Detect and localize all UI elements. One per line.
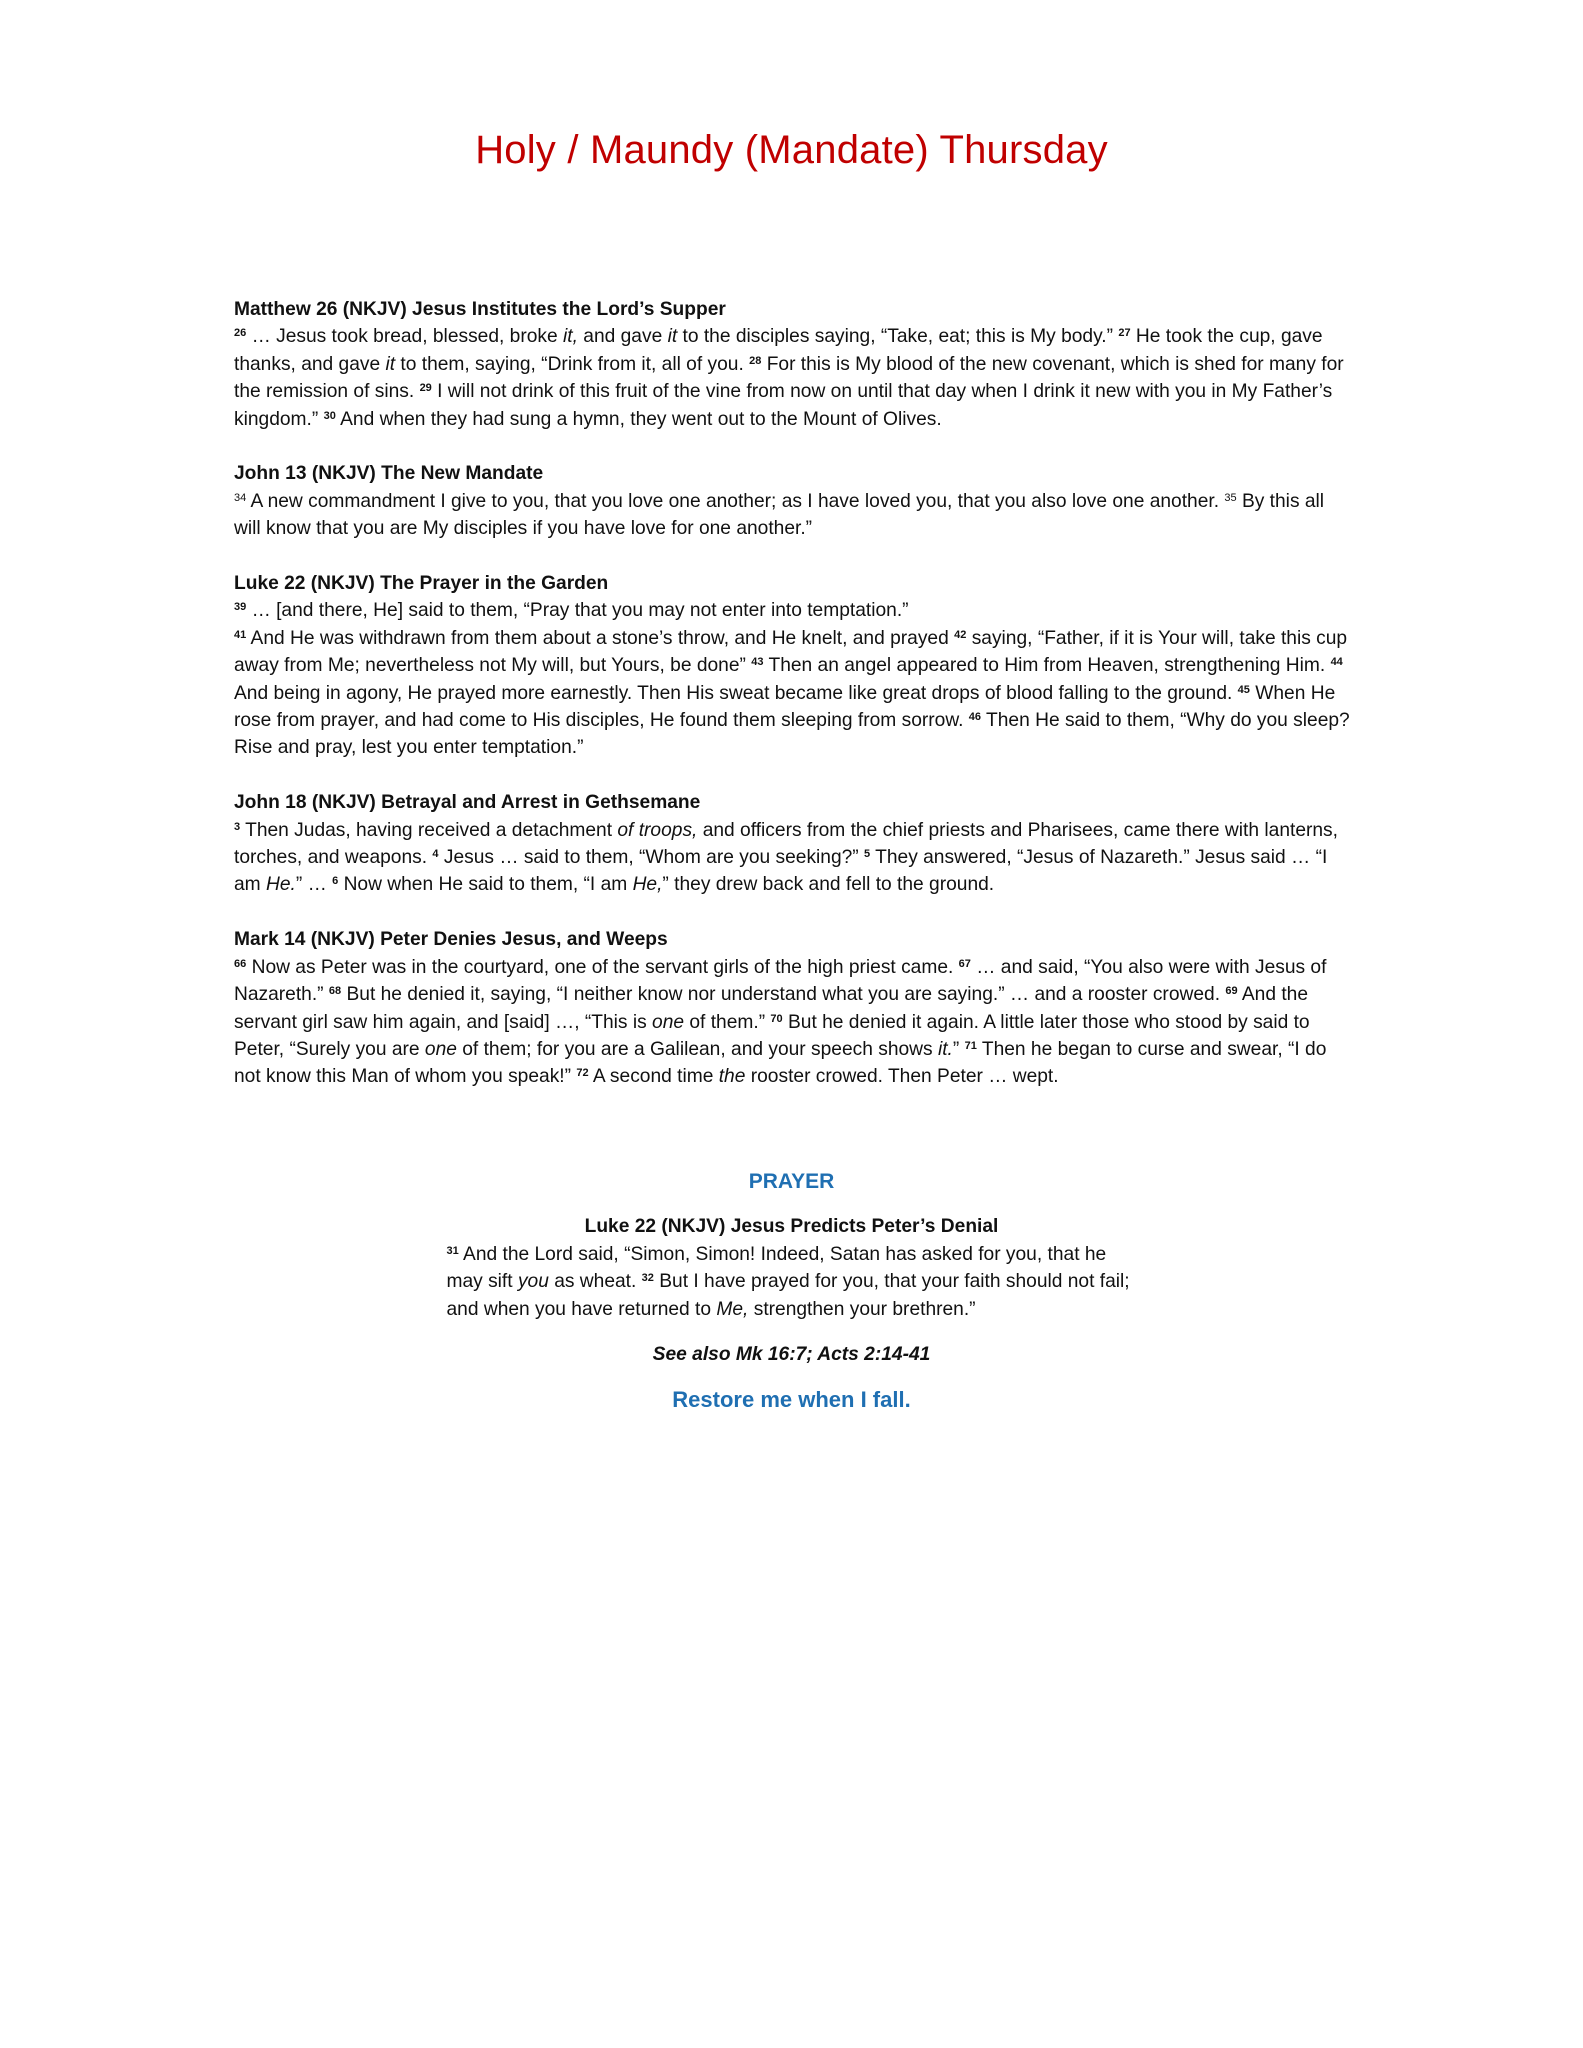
verse-number: 6 xyxy=(332,875,339,888)
verse-number: 35 xyxy=(1224,491,1237,504)
prayer-passage-text xyxy=(447,1241,1137,1323)
verse-text: to them, saying, “Drink from it, all of you. xyxy=(395,353,750,375)
verse-text: By this all will know that you are My disciples if you have love for one another.” xyxy=(234,490,1325,540)
page-title: Holy / Maundy (Mandate) Thursday xyxy=(475,128,1108,172)
verse-number: 70 xyxy=(770,1012,783,1025)
verse-text: of them.” xyxy=(684,1011,771,1033)
verse-text: Then an angel appeared to Him from Heaven, strengthening Him. xyxy=(763,655,1331,677)
verse-italic: He, xyxy=(632,874,663,896)
reading-text xyxy=(234,954,1350,1091)
verse-number: 43 xyxy=(751,656,764,669)
verse-text: But I have prayed for you, that your faith should not fail; and when you have returned to xyxy=(446,1271,1130,1320)
verse-number: 29 xyxy=(419,382,432,395)
verse-text: Now as Peter was in the courtyard, one of the servant girls of the high priest came. xyxy=(246,956,959,978)
verse-number: 66 xyxy=(234,957,247,970)
reading-john-18 xyxy=(234,789,1350,899)
verse-number: 32 xyxy=(641,1272,654,1285)
verse-text: Then Judas, having received a detachment xyxy=(240,819,618,841)
verse-text: A new commandment I give to you, that you love one another; as I have loved you, that you also love one another. xyxy=(246,490,1225,512)
verse-number: 44 xyxy=(1330,656,1343,669)
verse-text: But he denied it again. A little later those who stood by said to Peter, “Surely you are xyxy=(234,1011,1310,1060)
verse-number: 68 xyxy=(328,985,342,998)
verse-number: 72 xyxy=(576,1067,589,1080)
prayer-passage xyxy=(447,1213,1137,1323)
reading-mark-14 xyxy=(234,926,1350,1090)
verse-number: 5 xyxy=(864,848,871,861)
reading-heading: Mark 14 (NKJV) Peter Denies Jesus, and Weeps xyxy=(234,929,668,951)
verse-italic: it xyxy=(667,326,678,348)
verse-text: A second time xyxy=(588,1066,719,1088)
verse-number: 67 xyxy=(958,957,971,970)
verse-text: ” … xyxy=(295,874,333,896)
verse-text: Then He said to them, “Why do you sleep? Rise and pray, lest you enter temptation.” xyxy=(234,710,1350,759)
verse-number: 27 xyxy=(1118,327,1131,340)
verse-text: ” they drew back and fell to the ground. xyxy=(662,874,995,896)
verse-number: 31 xyxy=(446,1244,459,1257)
verse-text: … and said, “You also were with Jesus of Nazareth.” xyxy=(234,956,1327,1006)
verse-text: And the servant girl saw him again, and [said] …, “This is xyxy=(234,984,1309,1033)
verse-text: When He rose from prayer, and had come to His disciples, He found them sleeping from sorrow. xyxy=(234,682,1336,732)
verse-text: ” xyxy=(952,1038,965,1060)
verse-text: and officers from the chief priests and Pharisees, came there with lanterns, torches, and weapons. xyxy=(234,819,1338,869)
reading-luke-22 xyxy=(234,570,1350,762)
reading-text xyxy=(234,597,1350,761)
verse-text: For this is My blood of the new covenant, which is shed for many for the remission of sins. xyxy=(234,353,1344,403)
verse-text: saying, “Father, if it is Your will, take this cup away from Me; nevertheless not My will, but Yours, be done” xyxy=(234,627,1348,677)
verse-italic: you xyxy=(517,1271,549,1293)
readings xyxy=(234,296,1350,1118)
verse-italic: it. xyxy=(937,1038,953,1060)
verse-text: He took the cup, gave thanks, and gave xyxy=(234,326,1323,375)
reading-text xyxy=(234,323,1350,433)
reading-text xyxy=(234,817,1350,899)
verse-number: 46 xyxy=(968,711,982,724)
verse-text: And the Lord said, “Simon, Simon! Indeed, Satan has asked for you, that he may sift xyxy=(446,1243,1107,1293)
verse-italic: the xyxy=(718,1066,746,1088)
verse-text: and gave xyxy=(577,326,668,348)
verse-text: strengthen your brethren.” xyxy=(748,1298,976,1320)
verse-italic: it xyxy=(385,353,396,375)
verse-number: 4 xyxy=(432,848,439,861)
verse-text: They answered, “Jesus of Nazareth.” Jesus said … “I am xyxy=(234,847,1328,896)
reading-john-13 xyxy=(234,460,1350,542)
verse-text: of them; for you are a Galilean, and your speech shows xyxy=(456,1038,938,1060)
verse-text: rooster crowed. Then Peter … wept. xyxy=(745,1066,1059,1088)
verse-text: I will not drink of this fruit of the vine from now on until that day when I drink it new with you in My Father’s kingdom.” xyxy=(234,381,1333,430)
reading-heading: John 13 (NKJV) The New Mandate xyxy=(234,463,544,485)
verse-text: And when they had sung a hymn, they went out to the Mount of Olives. xyxy=(335,408,942,430)
verse-text: as wheat. xyxy=(548,1271,642,1293)
verse-italic: of troops, xyxy=(617,819,698,841)
prayer-section xyxy=(0,1168,1583,1414)
reading-text xyxy=(234,488,1350,543)
verse-italic: one xyxy=(652,1011,685,1033)
verse-number: 34 xyxy=(234,491,247,504)
see-also-reference: See also Mk 16:7; Acts 2:14-41 xyxy=(652,1344,931,1366)
verse-number: 3 xyxy=(234,820,241,833)
verse-text: Jesus … said to them, “Whom are you seeking?” xyxy=(438,847,865,869)
verse-number: 69 xyxy=(1225,985,1238,998)
verse-number: 26 xyxy=(234,327,247,340)
verse-number: 28 xyxy=(749,354,762,367)
verse-text: But he denied it, saying, “I neither know nor understand what you are saying.” … and a rooster crowed. xyxy=(341,984,1226,1006)
verse-text: … [and there, He] said to them, “Pray that you may not enter into temptation.” xyxy=(246,600,909,622)
verse-number: 30 xyxy=(323,409,336,422)
verse-number: 45 xyxy=(1237,683,1250,696)
prayer-passage-heading: Luke 22 (NKJV) Jesus Predicts Peter’s Denial xyxy=(584,1216,999,1238)
verse-italic: it, xyxy=(563,326,578,348)
verse-text: Now when He said to them, “I am xyxy=(338,874,633,896)
verse-italic: Me, xyxy=(716,1298,749,1320)
verse-italic: one xyxy=(424,1038,457,1060)
verse-text: And being in agony, He prayed more earnestly. Then His sweat became like great drops of blood falling to the ground. xyxy=(234,682,1238,704)
prayer-label: PRAYER xyxy=(748,1170,835,1193)
reading-heading: Matthew 26 (NKJV) Jesus Institutes the Lord’s Supper xyxy=(234,299,726,320)
reading-heading: Luke 22 (NKJV) The Prayer in the Garden xyxy=(234,573,609,595)
reading-heading: John 18 (NKJV) Betrayal and Arrest in Gethsemane xyxy=(234,792,701,814)
verse-number: 71 xyxy=(964,1039,977,1052)
verse-italic: He. xyxy=(266,874,296,896)
verse-text: to the disciples saying, “Take, eat; this is My body.” xyxy=(677,326,1119,348)
verse-text: Then he began to curse and swear, “I do not know this Man of whom you speak!” xyxy=(234,1038,1327,1088)
verse-number: 41 xyxy=(234,628,247,641)
verse-text: … Jesus took bread, blessed, broke xyxy=(246,326,564,348)
verse-text: And He was withdrawn from them about a stone’s throw, and He knelt, and prayed xyxy=(246,627,955,649)
verse-number: 42 xyxy=(954,628,967,641)
verse-number: 39 xyxy=(234,601,247,614)
reading-matthew-26 xyxy=(234,296,1350,433)
closing-prayer: Restore me when I fall. xyxy=(672,1387,911,1413)
